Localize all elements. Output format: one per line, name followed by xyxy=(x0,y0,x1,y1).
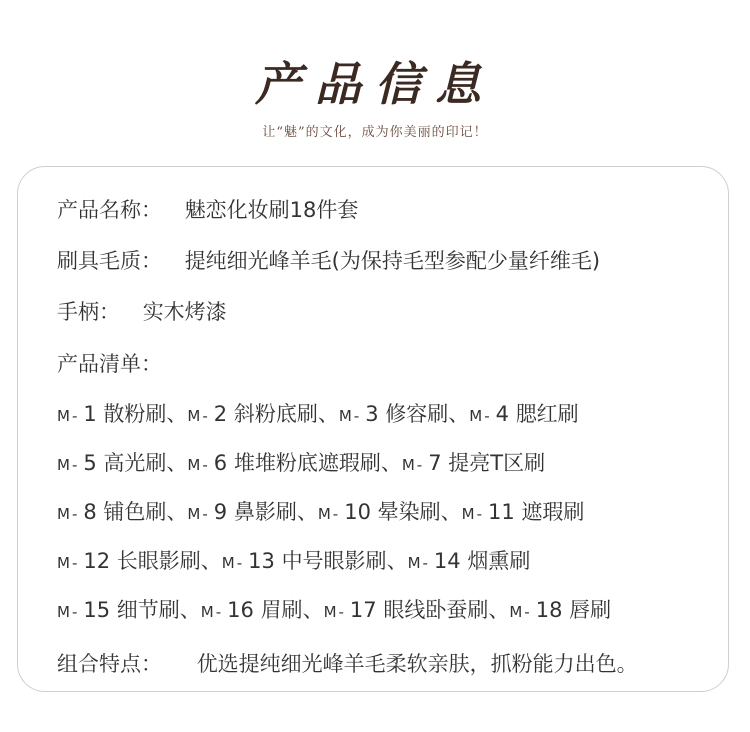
brush-item xyxy=(57,598,201,622)
feature-row xyxy=(57,648,638,678)
brush-code: M- xyxy=(401,456,425,474)
brush-item xyxy=(509,598,611,622)
brush-number: 18 xyxy=(535,598,563,622)
brush-code: M- xyxy=(57,505,80,523)
brush-number: 14 xyxy=(433,549,461,573)
brush-code: M- xyxy=(338,407,362,425)
brush-number: 12 xyxy=(83,549,111,573)
brush-number: 6 xyxy=(213,451,228,475)
brush-code: M- xyxy=(57,407,80,425)
brush-number: 11 xyxy=(487,500,515,524)
brush-separator: 、 xyxy=(488,598,510,622)
brush-name: 高光刷 xyxy=(103,451,167,475)
feature-value: 优选提纯细光峰羊毛柔软亲肤，抓粉能力出色。 xyxy=(196,652,638,676)
brush-item xyxy=(57,451,187,475)
product-list-line xyxy=(57,398,579,428)
product-name-value: 魅恋化妆刷18件套 xyxy=(184,198,359,222)
brush-separator: 、 xyxy=(448,402,470,426)
product-name-label: 产品名称： xyxy=(57,198,162,222)
brush-code: M- xyxy=(57,554,80,572)
material-label: 刷具毛质： xyxy=(57,249,162,273)
product-list-line xyxy=(57,545,530,575)
brush-number: 5 xyxy=(83,451,97,475)
brush-item xyxy=(187,500,317,524)
brush-name: 中号眼影刷 xyxy=(281,549,387,573)
brush-name: 眼线卧蚕刷 xyxy=(383,598,489,622)
brush-code: M- xyxy=(469,407,492,425)
brush-item xyxy=(318,500,462,524)
page-title: 产品信息 xyxy=(255,57,495,111)
brush-separator: 、 xyxy=(302,598,324,622)
brush-number: 1 xyxy=(83,402,97,426)
brush-number: 2 xyxy=(213,402,228,426)
handle-label: 手柄： xyxy=(57,300,120,324)
brush-name: 散粉刷 xyxy=(103,402,167,426)
brush-code: M- xyxy=(57,456,80,474)
brush-separator: 、 xyxy=(200,549,222,573)
feature-label: 组合特点： xyxy=(57,652,162,676)
brush-code: M- xyxy=(221,554,245,572)
product-list-row xyxy=(57,348,162,378)
brush-code: M- xyxy=(461,505,484,523)
brush-number: 7 xyxy=(428,451,442,475)
brush-separator: 、 xyxy=(166,402,188,426)
brush-code: M- xyxy=(187,407,210,425)
brush-separator: 、 xyxy=(179,598,201,622)
product-name-row xyxy=(57,194,358,224)
brush-name: 唇刷 xyxy=(569,598,612,622)
brush-separator: 、 xyxy=(296,500,318,524)
brush-name: 修容刷 xyxy=(385,402,449,426)
handle-value: 实木烤漆 xyxy=(142,300,227,324)
brush-item xyxy=(57,402,187,426)
brush-separator: 、 xyxy=(386,549,408,573)
brush-item xyxy=(187,402,338,426)
brush-separator: 、 xyxy=(317,402,339,426)
brush-item xyxy=(339,402,469,426)
brush-name: 长眼影刷 xyxy=(116,549,201,573)
brush-item xyxy=(408,549,531,573)
brush-name: 烟熏刷 xyxy=(467,549,531,573)
brush-number: 16 xyxy=(227,598,254,622)
brush-item xyxy=(324,598,510,622)
brush-separator: 、 xyxy=(380,451,402,475)
brush-item xyxy=(201,598,324,622)
product-list-line xyxy=(57,447,545,477)
product-list-label: 产品清单： xyxy=(57,352,162,376)
brush-item xyxy=(57,500,187,524)
brush-name: 遮瑕刷 xyxy=(521,500,585,524)
brush-name: 腮红刷 xyxy=(515,402,579,426)
brush-code: M- xyxy=(317,505,341,523)
brush-code: M- xyxy=(407,554,430,572)
brush-separator: 、 xyxy=(166,500,188,524)
brush-item xyxy=(57,549,222,573)
brush-number: 13 xyxy=(248,549,275,573)
brush-code: M- xyxy=(323,603,346,621)
brush-name: 眉刷 xyxy=(260,598,303,622)
brush-number: 3 xyxy=(365,402,379,426)
brush-separator: 、 xyxy=(440,500,462,524)
brush-number: 10 xyxy=(344,500,371,524)
brush-code: M- xyxy=(187,456,210,474)
brush-number: 15 xyxy=(83,598,111,622)
brush-name: 提亮T区刷 xyxy=(448,451,546,475)
brush-name: 堆堆粉底遮瑕刷 xyxy=(233,451,381,475)
material-value: 提纯细光峰羊毛(为保持毛型参配少量纤维毛) xyxy=(184,249,601,273)
brush-code: M- xyxy=(509,603,532,621)
brush-code: M- xyxy=(57,603,80,621)
material-row xyxy=(57,245,600,275)
brush-item xyxy=(187,451,401,475)
brush-item xyxy=(469,402,578,426)
brush-code: M- xyxy=(200,603,224,621)
brush-number: 4 xyxy=(495,402,509,426)
brush-number: 8 xyxy=(83,500,97,524)
brush-item xyxy=(462,500,585,524)
handle-row xyxy=(57,296,227,326)
product-list-line xyxy=(57,594,611,624)
page-subtitle: 让“魅”的文化，成为你美丽的印记！ xyxy=(262,125,488,140)
brush-name: 铺色刷 xyxy=(103,500,167,524)
brush-number: 9 xyxy=(213,500,228,524)
brush-name: 晕染刷 xyxy=(377,500,441,524)
brush-name: 斜粉底刷 xyxy=(233,402,318,426)
brush-item xyxy=(222,549,408,573)
product-list-line xyxy=(57,496,584,526)
brush-item xyxy=(402,451,545,475)
brush-number: 17 xyxy=(349,598,377,622)
brush-name: 细节刷 xyxy=(116,598,180,622)
brush-code: M- xyxy=(187,505,210,523)
brush-name: 鼻影刷 xyxy=(233,500,297,524)
brush-separator: 、 xyxy=(166,451,188,475)
